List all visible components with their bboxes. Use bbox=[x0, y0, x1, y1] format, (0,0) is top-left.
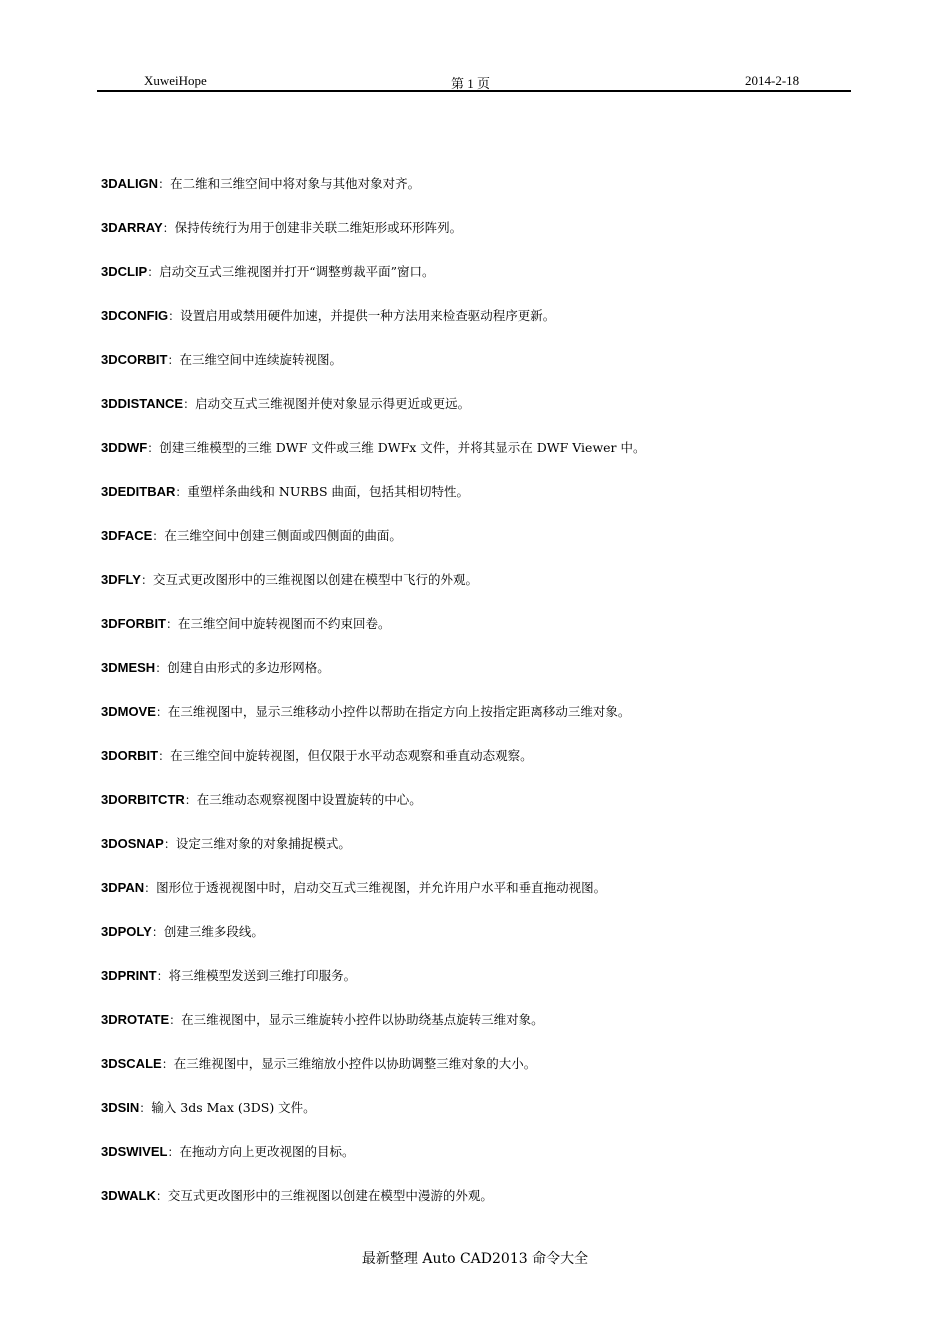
separator: ： bbox=[163, 837, 176, 851]
command-description: 在三维空间中旋转视图而不约束回卷。 bbox=[178, 616, 391, 631]
header-date: 2014-2-18 bbox=[745, 73, 800, 88]
separator: ： bbox=[139, 1101, 152, 1115]
command-entry bbox=[101, 262, 861, 306]
command-description: 在三维视图中，显示三维旋转小控件以协助绕基点旋转三维对象。 bbox=[181, 1012, 544, 1027]
command-description: 创建三维多段线。 bbox=[163, 924, 264, 939]
command-name: 3DSIN bbox=[101, 1100, 140, 1115]
command-entry bbox=[101, 482, 861, 526]
command-description: 输入 3ds Max (3DS) 文件。 bbox=[151, 1100, 316, 1115]
command-description: 启动交互式三维视图并打开“调整剪裁平面”窗口。 bbox=[159, 264, 435, 279]
command-entry bbox=[101, 966, 861, 1010]
command-entry bbox=[101, 526, 861, 570]
command-name: 3DCLIP bbox=[101, 264, 148, 279]
command-name: 3DFLY bbox=[101, 572, 141, 587]
command-description: 保持传统行为用于创建非关联二维矩形或环形阵列。 bbox=[174, 220, 463, 235]
command-description: 交互式更改图形中的三维视图以创建在模型中漫游的外观。 bbox=[167, 1188, 493, 1203]
separator: ： bbox=[167, 1145, 180, 1159]
command-list bbox=[101, 174, 861, 1230]
command-entry bbox=[101, 834, 861, 878]
command-entry bbox=[101, 922, 861, 966]
page-footer: 最新整理 Auto CAD2013 命令大全 bbox=[361, 1251, 589, 1267]
separator: ： bbox=[144, 881, 157, 895]
command-entry bbox=[101, 218, 861, 262]
command-description: 在三维空间中创建三侧面或四侧面的曲面。 bbox=[164, 528, 402, 543]
separator: ： bbox=[183, 397, 196, 411]
separator: ： bbox=[155, 1189, 168, 1203]
command-description: 重塑样条曲线和 NURBS 曲面，包括其相切特性。 bbox=[187, 484, 470, 499]
separator: ： bbox=[167, 353, 180, 367]
command-name: 3DDISTANCE bbox=[101, 396, 184, 411]
command-name: 3DMESH bbox=[101, 660, 156, 675]
command-description: 创建三维模型的三维 DWF 文件或三维 DWFx 文件，并将其显示在 DWF Viewer 中。 bbox=[159, 440, 646, 455]
command-name: 3DCONFIG bbox=[101, 308, 169, 323]
command-name: 3DPAN bbox=[101, 880, 145, 895]
command-description: 创建自由形式的多边形网格。 bbox=[167, 660, 330, 675]
command-name: 3DWALK bbox=[101, 1188, 156, 1203]
command-description: 启动交互式三维视图并使对象显示得更近或更远。 bbox=[195, 396, 471, 411]
command-name: 3DORBITCTR bbox=[101, 792, 185, 807]
command-name: 3DOSNAP bbox=[101, 836, 164, 851]
command-entry bbox=[101, 350, 861, 394]
separator: ： bbox=[147, 441, 160, 455]
command-description: 在三维空间中旋转视图，但仅限于水平动态观察和垂直动态观察。 bbox=[170, 748, 533, 763]
command-description: 在三维空间中连续旋转视图。 bbox=[179, 352, 342, 367]
command-description: 图形位于透视视图中时，启动交互式三维视图，并允许用户水平和垂直拖动视图。 bbox=[156, 880, 607, 895]
command-entry bbox=[101, 438, 861, 482]
command-entry bbox=[101, 702, 861, 746]
command-description: 在三维视图中，显示三维缩放小控件以协助调整三维对象的大小。 bbox=[173, 1056, 537, 1071]
separator: ： bbox=[184, 793, 197, 807]
command-name: 3DSWIVEL bbox=[101, 1144, 168, 1159]
separator: ： bbox=[152, 529, 165, 543]
command-name: 3DPRINT bbox=[101, 968, 157, 983]
command-name: 3DORBIT bbox=[101, 748, 159, 763]
command-entry bbox=[101, 394, 861, 438]
separator: ： bbox=[140, 573, 153, 587]
separator: ： bbox=[151, 925, 164, 939]
command-entry bbox=[101, 658, 861, 702]
separator: ： bbox=[161, 1057, 174, 1071]
command-name: 3DDWF bbox=[101, 440, 148, 455]
command-entry bbox=[101, 878, 861, 922]
command-description: 在三维动态观察视图中设置旋转的中心。 bbox=[196, 792, 422, 807]
separator: ： bbox=[155, 661, 168, 675]
command-entry bbox=[101, 1010, 861, 1054]
command-entry bbox=[101, 174, 861, 218]
command-entry bbox=[101, 790, 861, 834]
command-description: 将三维模型发送到三维打印服务。 bbox=[168, 968, 357, 983]
command-name: 3DEDITBAR bbox=[101, 484, 176, 499]
command-entry bbox=[101, 1054, 861, 1098]
command-description: 在拖动方向上更改视图的目标。 bbox=[179, 1144, 355, 1159]
command-name: 3DALIGN bbox=[101, 176, 159, 191]
separator: ： bbox=[158, 177, 171, 191]
command-entry bbox=[101, 306, 861, 350]
command-name: 3DFACE bbox=[101, 528, 153, 543]
command-description: 在三维视图中，显示三维移动小控件以帮助在指定方向上按指定距离移动三维对象。 bbox=[167, 704, 631, 719]
separator: ： bbox=[162, 221, 175, 235]
command-entry bbox=[101, 1186, 861, 1230]
separator: ： bbox=[175, 485, 188, 499]
command-name: 3DCORBIT bbox=[101, 352, 168, 367]
page-header bbox=[97, 70, 851, 92]
separator: ： bbox=[166, 617, 179, 631]
command-name: 3DROTATE bbox=[101, 1012, 170, 1027]
command-name: 3DSCALE bbox=[101, 1056, 162, 1071]
separator: ： bbox=[168, 309, 181, 323]
separator: ： bbox=[158, 749, 171, 763]
separator: ： bbox=[155, 705, 168, 719]
command-description: 设定三维对象的对象捕捉模式。 bbox=[175, 836, 351, 851]
command-name: 3DMOVE bbox=[101, 704, 156, 719]
command-description: 设置启用或禁用硬件加速，并提供一种方法用来检查驱动程序更新。 bbox=[180, 308, 556, 323]
command-name: 3DPOLY bbox=[101, 924, 152, 939]
separator: ： bbox=[156, 969, 169, 983]
command-entry bbox=[101, 570, 861, 614]
command-name: 3DFORBIT bbox=[101, 616, 166, 631]
command-name: 3DARRAY bbox=[101, 220, 163, 235]
header-author: XuweiHope bbox=[144, 73, 207, 88]
command-entry bbox=[101, 1142, 861, 1186]
separator: ： bbox=[169, 1013, 182, 1027]
command-entry bbox=[101, 746, 861, 790]
command-description: 交互式更改图形中的三维视图以创建在模型中飞行的外观。 bbox=[153, 572, 479, 587]
separator: ： bbox=[147, 265, 160, 279]
header-page-number: 第 1 页 bbox=[451, 76, 491, 91]
command-description: 在二维和三维空间中将对象与其他对象对齐。 bbox=[170, 176, 421, 191]
command-entry bbox=[101, 1098, 861, 1142]
command-entry bbox=[101, 614, 861, 658]
